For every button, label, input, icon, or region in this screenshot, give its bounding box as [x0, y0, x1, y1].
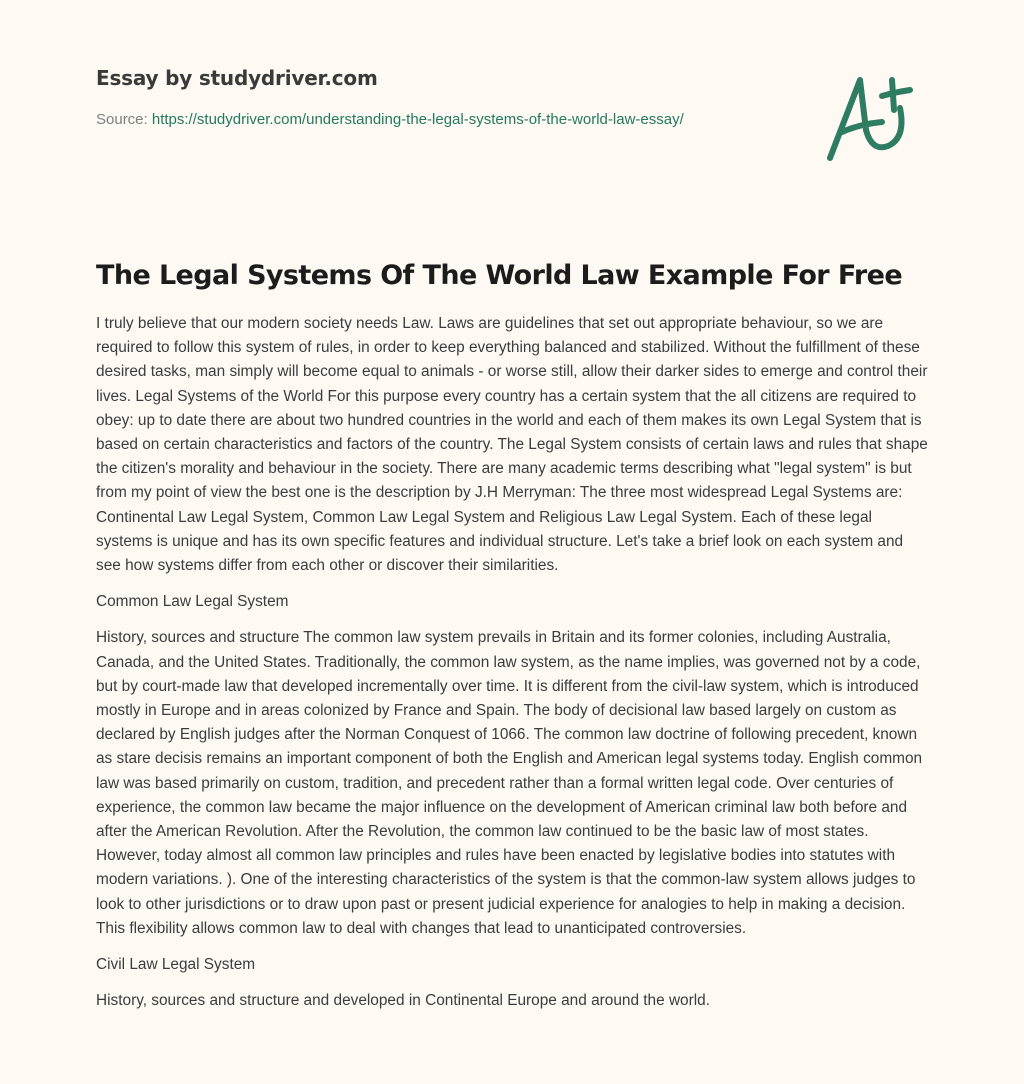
source-label: Source: — [96, 111, 148, 128]
source-line — [96, 108, 776, 132]
source-link[interactable]: https://studydriver.com/understanding-the-legal-systems-of-the-world-law-essay/ — [151, 111, 684, 128]
document-title: The Legal Systems Of The World Law Example For Free — [96, 260, 903, 291]
paragraph-civil-law: History, sources and structure and developed in Continental Europe and around the world. — [96, 992, 711, 1010]
a-plus-grade-icon — [820, 66, 930, 166]
section-heading-civil-law: Civil Law Legal System — [96, 956, 256, 974]
document-body — [96, 312, 932, 1025]
page-header — [96, 62, 776, 132]
paragraph-common-law: History, sources and structure The common law system prevails in Britain and its former colonies, including Australia, Canada, and the United States. Traditionally, the common law system, as the name implies, was governed not by a code, but by court-made law that developed incrementally over time. It is different from the civil-law system, which is introduced mostly in Europe and in areas colonized by France and Spain. The body of decisional law based largely on custom as declared by English judges after the Norman Conquest of 1066. The common law doctrine of following precedent, known as stare decisis remains an important component of both the English and American legal systems today. English common law was based primarily on custom, tradition, and precedent rather than a formal written legal code. Over centuries of experience, the common law became the major influence on the development of American criminal law both before and after the American Revolution. After the Revolution, the common law continued to be the basic law of most states. However, today almost all common law principles and rules have been enacted by legislative bodies into statutes with modern variations. ). One of the interesting characteristics of the system is that the common-law system allows judges to look to other jurisdictions or to draw upon past or present judicial experience for analogies to help in making a decision. This flexibility allows common law to deal with changes that lead to unanticipated controversies. — [96, 629, 923, 937]
section-heading-common-law: Common Law Legal System — [96, 593, 289, 611]
paragraph-intro: I truly believe that our modern society needs Law. Laws are guidelines that set out appropriate behaviour, so we are required to follow this system of rules, in order to keep everything balanced and stabilized. Without the fulfillment of these desired tasks, man simply will become equal to animals - or worse still, allow their darker sides to emerge and control their lives. Legal Systems of the World For this purpose every country has a certain system that the all citizens are required to obey: up to date there are about two hundred countries in the world and each of them makes its own Legal System that is based on certain characteristics and factors of the country. The Legal System consists of certain laws and rules that shape the citizen's morality and behaviour in the society. There are many academic terms describing what "legal system" is but from my point of view the best one is the description by J.H Merryman: The three most widespread Legal Systems are: Continental Law Legal System, Common Law Legal System and Religious Law Legal System. Each of these legal systems is unique and has its own specific features and individual structure. Let's take a brief look on each system and see how systems differ from each other or discover their similarities. — [96, 315, 928, 575]
site-title: Essay by studydriver.com — [96, 66, 378, 90]
